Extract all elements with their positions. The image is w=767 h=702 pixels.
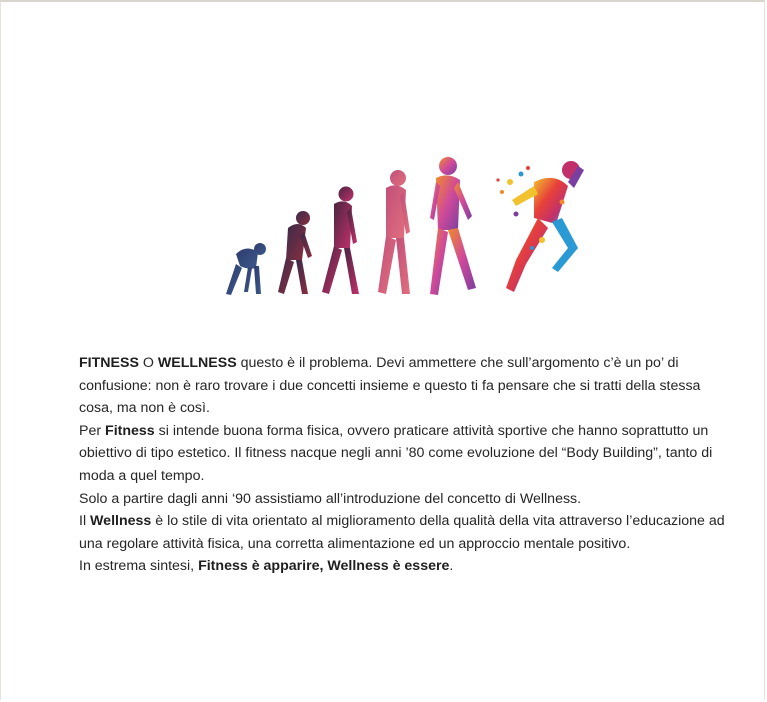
- text-run: Per: [79, 422, 106, 439]
- text-run: Solo a partire dagli anni ‘90 assistiamo all’introduzione del concetto di Wellness.: [79, 490, 582, 507]
- evolution-figure-ape: [226, 243, 266, 295]
- evolution-figure-human: [430, 157, 476, 295]
- paragraph: [79, 510, 729, 555]
- text-run: .: [449, 558, 454, 575]
- evolution-figure-4: [378, 170, 410, 294]
- text-run: O: [138, 355, 158, 371]
- text-run: In estrema sintesi,: [79, 558, 199, 575]
- bold-text: Wellness: [90, 513, 152, 530]
- evolution-illustration: [216, 152, 586, 302]
- paragraph: [79, 420, 729, 488]
- bold-text: WELLNESS: [157, 355, 237, 371]
- article-text: [79, 352, 729, 578]
- bold-text: Fitness: [105, 422, 155, 439]
- text-run: si intende buona forma fisica, ovvero praticare attività sportive che hanno soprattutto un obiettivo di tipo estetico. Il fitness nacque negli anni ’80 come evoluzione del “Body Building”, tanto di moda a quel tempo.: [79, 422, 713, 484]
- text-run: questo è il problema. Devi ammettere che sull’argomento c’è un po’ di confusione: non è raro trovare i due concetti insieme e questo ti fa pensare che si tratti della stessa cosa, ma non è così.: [79, 355, 701, 417]
- text-run: è lo stile di vita orientato al miglioramento della qualità della vita attraverso l’educazione ad una regolare attività fisica, una corretta alimentazione ed un approccio mentale positivo.: [79, 513, 725, 552]
- evolution-figure-runner: [496, 161, 584, 292]
- evolution-figure-3: [322, 187, 359, 295]
- bold-text: Fitness è apparire, Wellness è essere: [198, 558, 450, 575]
- paragraph: [79, 488, 729, 511]
- paragraph: [79, 352, 729, 420]
- text-run: Il: [79, 513, 91, 530]
- bold-text: FITNESS: [79, 355, 139, 371]
- evolution-figure-2: [278, 211, 312, 294]
- paragraph: [79, 555, 729, 578]
